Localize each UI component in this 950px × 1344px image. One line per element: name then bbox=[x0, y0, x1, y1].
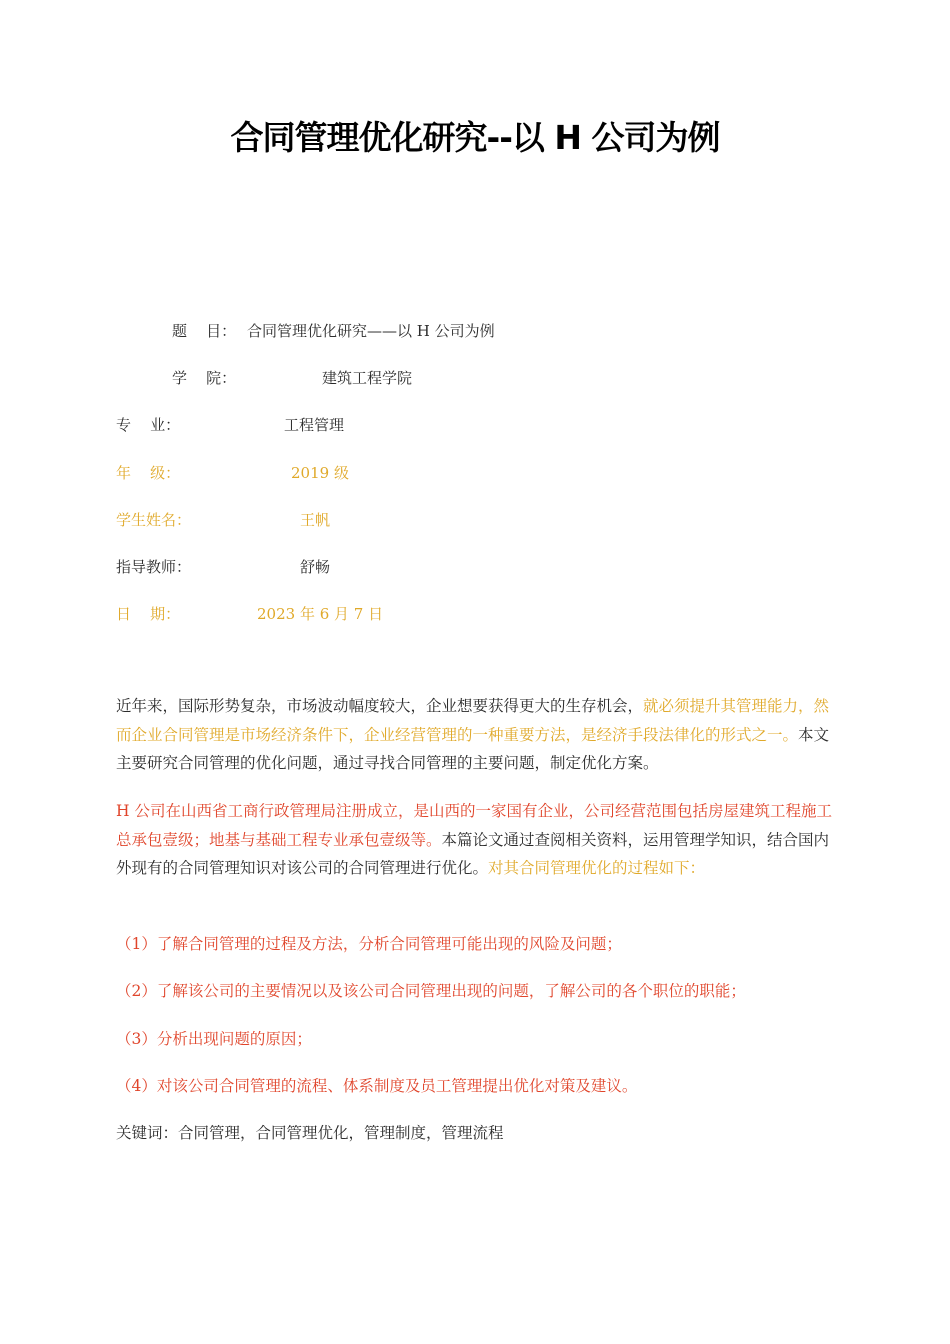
field-student-value: 王帆 bbox=[300, 511, 331, 529]
field-grade-value: 2019 级 bbox=[291, 464, 349, 482]
field-advisor-value: 舒畅 bbox=[300, 558, 331, 576]
abstract-p1-summary: 本文主要研究合同管理的优化问题，通过寻找合同管理的主要问题，制定优化方案。 bbox=[116, 725, 830, 772]
document-title: 合同管理优化研究--以 H 公司为例 bbox=[230, 118, 720, 157]
abstract-p1-highlight: 就必须提升其管理能力，然而企业合同管理是市场经济条件下，企业经营管理的一种重要方法，是经济手段法律化的形式之一。 bbox=[116, 697, 830, 744]
field-college-value: 建筑工程学院 bbox=[322, 369, 413, 387]
field-advisor-label: 指导教师： bbox=[116, 558, 192, 576]
field-date-value: 2023 年 6 月 7 日 bbox=[257, 605, 384, 623]
abstract-paragraph-1 bbox=[116, 692, 838, 778]
process-item-1: （1）了解合同管理的过程及方法，分析合同管理可能出现的风险及问题； bbox=[116, 935, 622, 953]
field-college-label: 学 院： bbox=[172, 369, 237, 387]
abstract-p2-process: 对其合同管理优化的过程如下： bbox=[488, 859, 706, 877]
process-item-4: （4）对该公司合同管理的流程、体系制度及员工管理提出优化对策及建议。 bbox=[116, 1077, 638, 1095]
abstract-paragraph-2 bbox=[116, 797, 838, 883]
field-grade-label: 年 级： bbox=[116, 464, 181, 482]
abstract-p2-method: 本篇论文通过查阅相关资料，运用管理学知识，结合国内外现有的合同管理知识对该公司的合同管理进行优化。 bbox=[116, 830, 830, 877]
abstract-p1-intro: 近年来，国际形势复杂，市场波动幅度较大，企业想要获得更大的生存机会， bbox=[116, 697, 644, 715]
process-item-2: （2）了解该公司的主要情况以及该公司合同管理出现的问题，了解公司的各个职位的职能； bbox=[116, 982, 746, 1000]
field-topic-label: 题 目： bbox=[172, 322, 237, 340]
field-topic-value: 合同管理优化研究——以 H 公司为例 bbox=[247, 322, 495, 340]
abstract-p2-company: H 公司在山西省工商行政管理局注册成立，是山西的一家国有企业，公司经营范围包括房屋建筑工程施工总承包壹级；地基与基础工程专业承包壹级等。 bbox=[116, 802, 832, 849]
field-student-label: 学生姓名： bbox=[116, 511, 192, 529]
process-item-3: （3）分析出现问题的原因； bbox=[116, 1030, 312, 1048]
field-date-label: 日 期： bbox=[116, 605, 181, 623]
field-major-label: 专 业： bbox=[116, 416, 181, 434]
field-major-value: 工程管理 bbox=[284, 416, 345, 434]
keywords: 关键词：合同管理，合同管理优化，管理制度，管理流程 bbox=[116, 1124, 504, 1142]
